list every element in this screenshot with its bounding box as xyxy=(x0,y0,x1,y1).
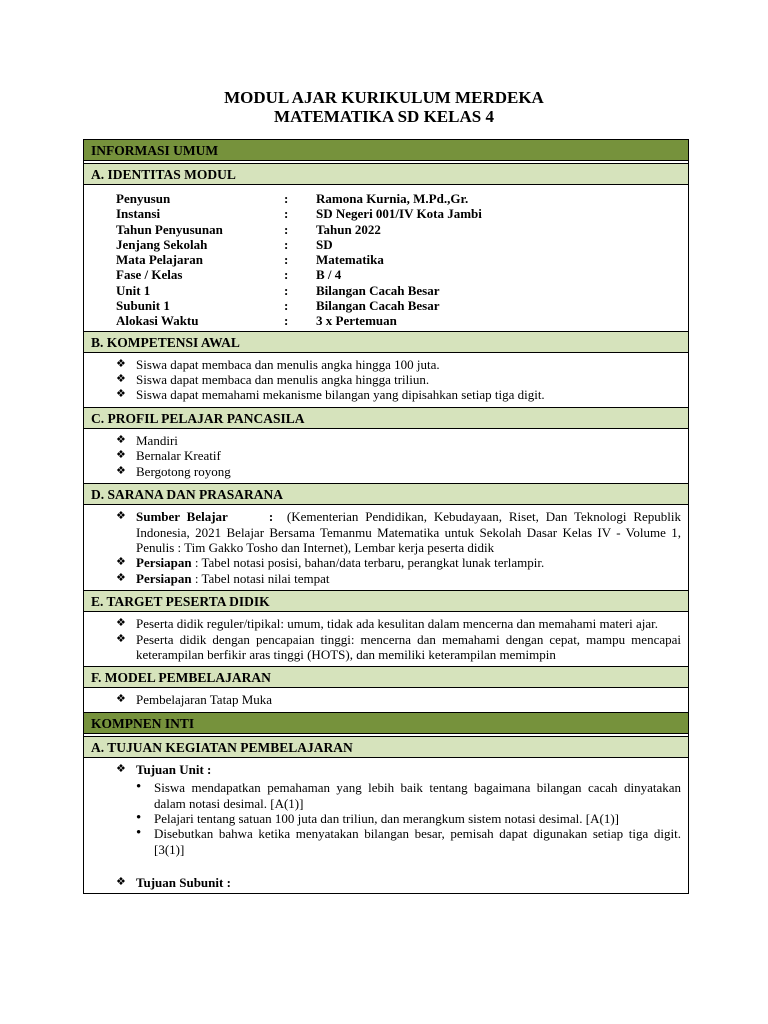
identity-separator: : xyxy=(284,221,289,237)
identity-row xyxy=(84,252,681,267)
list-item-text: Siswa dapat memahami mekanisme bilangan yang dipisahkan setiap tiga digit. xyxy=(136,387,545,403)
list-item-text: Siswa mendapatkan pemahaman yang lebih baik tentang bagaimana bilangan cacah dinyatakan dalam notasi desimal. [A(1)] xyxy=(154,780,681,811)
identity-separator: : xyxy=(284,313,289,329)
kompetensi-awal-header: B. KOMPETENSI AWAL xyxy=(84,331,688,353)
list-item-text: : Tabel notasi posisi, bahan/data terbaru, perangkat lunak terlampir. xyxy=(194,555,545,571)
komponen-inti-header: KOMPNEN INTI xyxy=(84,712,688,734)
model-pembelajaran-body xyxy=(84,688,688,711)
list-item-label: Persiapan xyxy=(136,570,192,586)
list-item-text: Bernalar Kreatif xyxy=(136,448,221,464)
identity-row xyxy=(84,298,681,313)
list-item-text: Disebutkan bahwa ketika menyatakan bilangan besar, pemisah dapat digunakan setiap tiga digit. [3(1)] xyxy=(154,826,681,857)
diamond-bullet-icon: ❖ xyxy=(116,388,126,401)
diamond-bullet-icon: ❖ xyxy=(116,464,126,477)
identity-value: Tahun 2022 xyxy=(316,221,381,237)
identity-value: Ramona Kurnia, M.Pd.,Gr. xyxy=(316,191,469,206)
tujuan-subunit-label: Tujuan Subunit : xyxy=(136,875,231,891)
list-item xyxy=(116,692,681,707)
list-item-text: Siswa dapat membaca dan menulis angka hingga 100 juta. xyxy=(136,356,440,372)
identity-label: Fase / Kelas xyxy=(116,267,183,283)
target-peserta-header: E. TARGET PESERTA DIDIK xyxy=(84,590,688,612)
identity-label: Tahun Penyusunan xyxy=(116,221,223,237)
identity-row xyxy=(84,237,681,252)
list-item-text: Peserta didik reguler/tipikal: umum, tidak ada kesulitan dalam mencerna dan memahami materi ajar. xyxy=(136,616,658,632)
identitas-modul-body xyxy=(84,185,688,331)
identity-value: Bilangan Cacah Besar xyxy=(316,282,440,298)
identity-value: 3 x Pertemuan xyxy=(316,313,397,329)
list-item-text: Pelajari tentang satuan 100 juta dan triliun, dan merangkum sistem notasi desimal. [A(1)] xyxy=(154,810,619,826)
list-item xyxy=(134,826,681,857)
informasi-umum-header: INFORMASI UMUM xyxy=(84,139,688,161)
identity-label: Penyusun xyxy=(116,191,171,206)
identity-label: Unit 1 xyxy=(116,282,151,298)
model-pembelajaran-header: F. MODEL PEMBELAJARAN xyxy=(84,666,688,688)
identity-label: Jenjang Sekolah xyxy=(116,236,208,252)
identity-value: B / 4 xyxy=(316,267,342,283)
list-item-text: Mandiri xyxy=(136,432,178,448)
diamond-bullet-icon: ❖ xyxy=(116,632,126,645)
identity-value: Bilangan Cacah Besar xyxy=(316,298,440,314)
list-item xyxy=(134,811,681,826)
list-item-label: Persiapan xyxy=(136,555,192,571)
list-item xyxy=(116,616,681,631)
identity-separator: : xyxy=(284,282,289,298)
identity-row xyxy=(84,313,681,328)
identity-row xyxy=(84,267,681,282)
diamond-bullet-icon: ❖ xyxy=(116,571,126,584)
identity-value: SD xyxy=(316,236,333,252)
list-item xyxy=(116,875,681,890)
list-item xyxy=(116,571,681,586)
diamond-bullet-icon: ❖ xyxy=(116,357,126,370)
diamond-bullet-icon: ❖ xyxy=(116,693,126,706)
list-item xyxy=(116,357,681,372)
identity-separator: : xyxy=(284,191,289,206)
tujuan-kegiatan-body xyxy=(84,758,688,893)
tujuan-unit-label: Tujuan Unit : xyxy=(136,761,212,777)
identity-label: Mata Pelajaran xyxy=(116,252,204,268)
diamond-bullet-icon: ❖ xyxy=(116,433,126,446)
identity-separator: : xyxy=(284,267,289,283)
profil-pelajar-body xyxy=(84,429,688,483)
identity-value: Matematika xyxy=(316,252,384,268)
diamond-bullet-icon: ❖ xyxy=(116,762,126,775)
identity-label: Subunit 1 xyxy=(116,298,170,314)
document-subtitle: MATEMATIKA SD KELAS 4 xyxy=(274,107,494,126)
diamond-bullet-icon: ❖ xyxy=(116,556,126,569)
identity-separator: : xyxy=(284,236,289,252)
list-item xyxy=(116,632,681,663)
list-item xyxy=(116,448,681,463)
list-item-text: (Kementerian Pendidikan, Kebudayaan, Riset, Dan Teknologi Republik Indonesia, 2021 Belajar Bersama Temanmu Matematika untuk Sekolah Dasar Kelas IV - Volume 1, Penulis : Tim Gakko Tosho dan Internet), Lembar kerja peserta didik xyxy=(136,509,681,555)
list-item xyxy=(134,780,681,811)
list-item-text: Siswa dapat membaca dan menulis angka hingga triliun. xyxy=(136,372,430,388)
diamond-bullet-icon: ❖ xyxy=(116,876,126,889)
identitas-modul-header: A. IDENTITAS MODUL xyxy=(84,163,688,185)
target-peserta-body xyxy=(84,612,688,666)
diamond-bullet-icon: ❖ xyxy=(116,617,126,630)
list-item-text: Bergotong royong xyxy=(136,463,231,479)
identity-separator: : xyxy=(284,298,289,314)
diamond-bullet-icon: ❖ xyxy=(116,373,126,386)
list-item xyxy=(116,509,681,555)
identity-label: Instansi xyxy=(116,206,161,222)
identity-row xyxy=(84,206,681,221)
identity-value: SD Negeri 001/IV Kota Jambi xyxy=(316,206,482,222)
list-item xyxy=(116,387,681,402)
document-title: MODUL AJAR KURIKULUM MERDEKA xyxy=(224,88,544,107)
list-item xyxy=(116,372,681,387)
diamond-bullet-icon: ❖ xyxy=(116,449,126,462)
module-table xyxy=(83,139,689,894)
list-item-text: Peserta didik dengan pencapaian tinggi: mencerna dan memahami dengan cepat, mampu mencapai keterampilan berfikir aras tinggi (HOTS), dan memiliki keterampilan memimpin xyxy=(136,631,681,662)
list-item-separator: : xyxy=(268,509,274,525)
list-item xyxy=(116,464,681,479)
kompetensi-awal-body xyxy=(84,353,688,407)
profil-pelajar-header: C. PROFIL PELAJAR PANCASILA xyxy=(84,407,688,429)
list-item xyxy=(116,762,681,777)
list-item-label: Sumber Belajar xyxy=(136,509,228,525)
identity-separator: : xyxy=(284,252,289,268)
list-item xyxy=(116,555,681,570)
identity-separator: : xyxy=(284,206,289,222)
identity-row xyxy=(84,222,681,237)
identity-label: Alokasi Waktu xyxy=(116,313,199,329)
tujuan-kegiatan-header: A. TUJUAN KEGIATAN PEMBELAJARAN xyxy=(84,736,688,758)
identity-row xyxy=(84,283,681,298)
sarana-prasarana-body xyxy=(84,505,688,590)
list-item-text: : Tabel notasi nilai tempat xyxy=(194,570,330,586)
list-item-text: Pembelajaran Tatap Muka xyxy=(136,692,273,708)
diamond-bullet-icon: ❖ xyxy=(116,510,126,523)
list-item xyxy=(116,433,681,448)
sarana-prasarana-header: D. SARANA DAN PRASARANA xyxy=(84,483,688,505)
identity-row xyxy=(84,191,681,206)
